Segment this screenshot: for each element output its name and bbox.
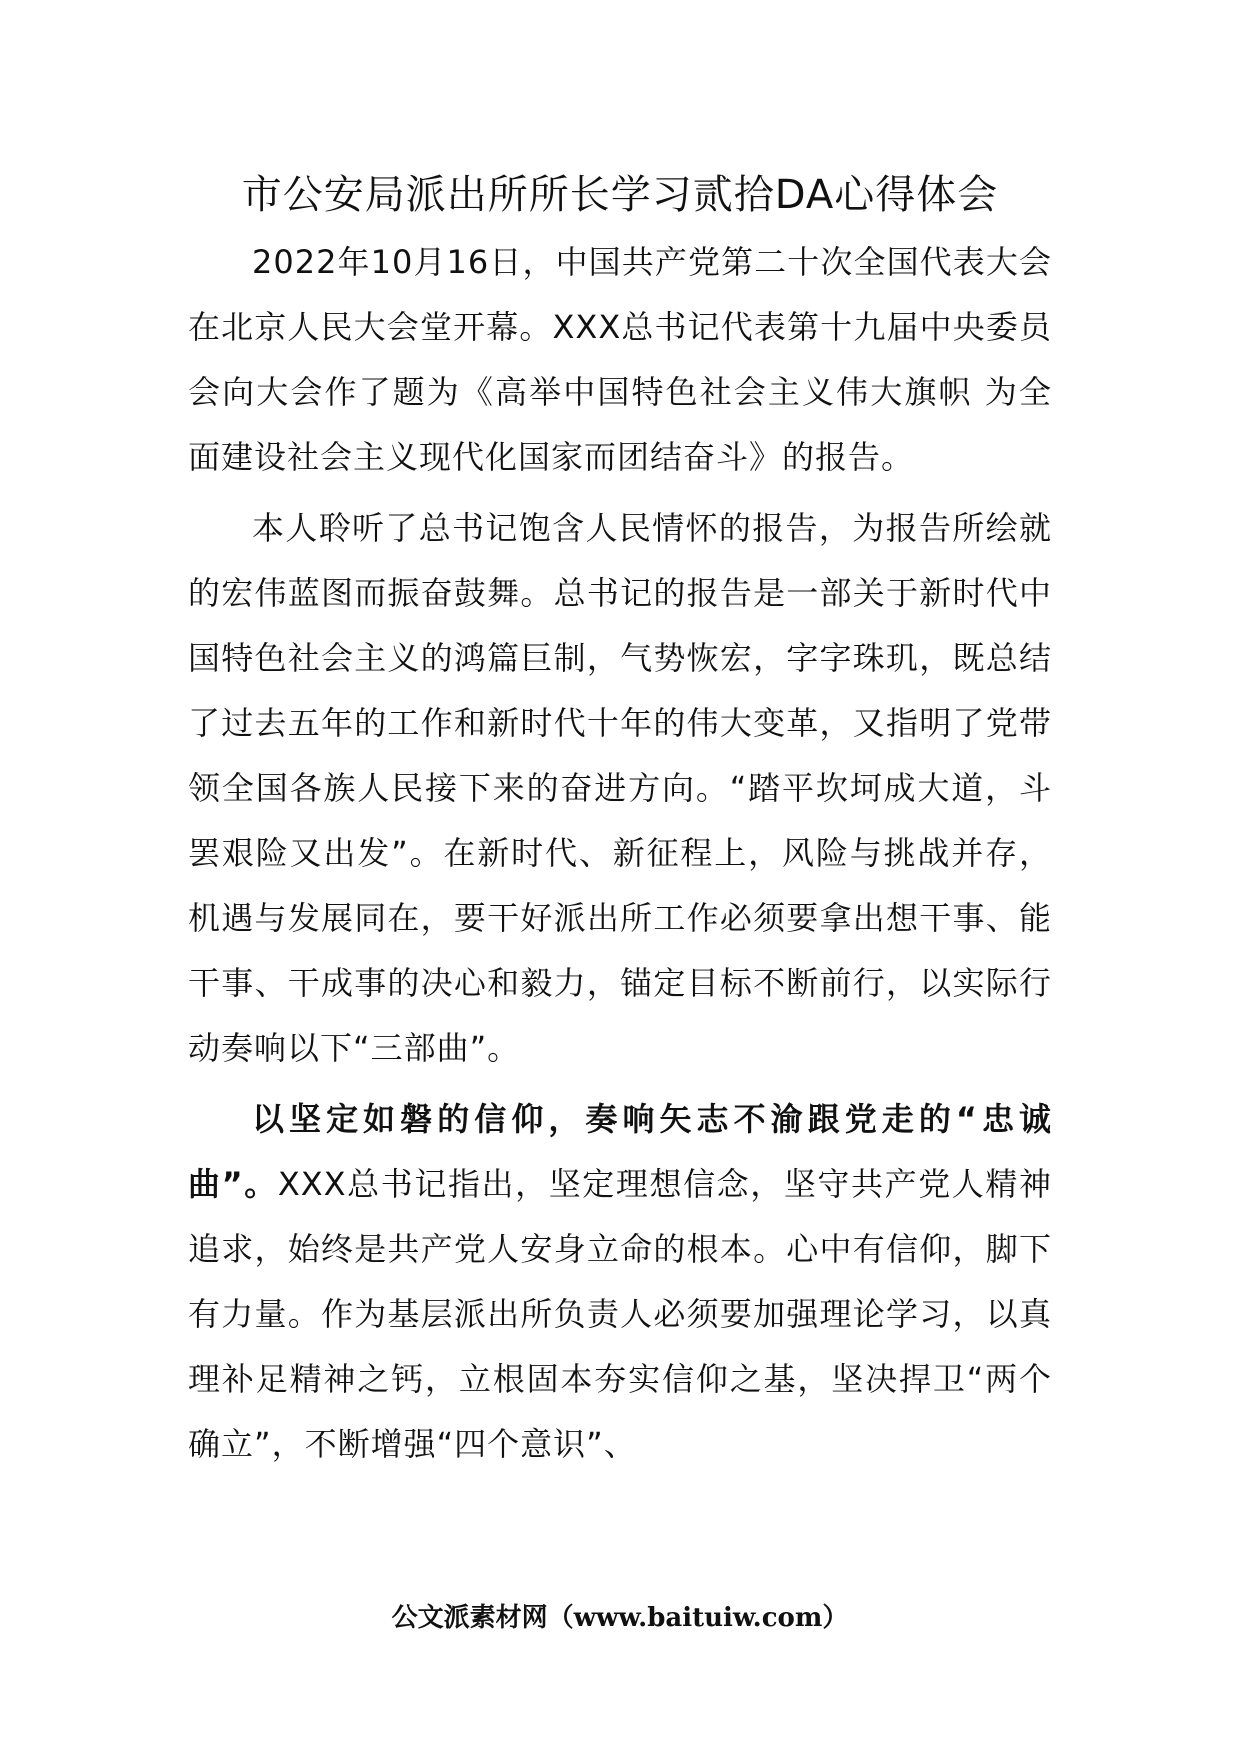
page-footer-watermark: 公文派素材网（www.baituiw.com） — [391, 1603, 849, 1633]
paragraph-3-text: XXX总书记指出，坚定理想信念，坚守共产党人精神追求，始终是共产党人安身立命的根本。心中有信仰，脚下有力量。作为基层派出所负责人必须要加强理论学习，以真理补足精神之钙，立根固本夯实信仰之基，坚决捍卫“两个确立”，不断增强“四个意识”、 — [188, 1165, 1052, 1463]
document-body — [188, 230, 1052, 1483]
document-title: 市公安局派出所所长学习贰拾DA心得体会 — [241, 172, 999, 218]
paragraph-1-text: 2022年10月16日，中国共产党第二十次全国代表大会在北京人民大会堂开幕。XXX总书记代表第十九届中央委员会向大会作了题为《高举中国特色社会主义伟大旗帜 为全面建设社会主义现代化国家而团结奋斗》的报告。 — [188, 243, 1052, 476]
paragraph-2-text: 本人聆听了总书记饱含人民情怀的报告，为报告所绘就的宏伟蓝图而振奋鼓舞。总书记的报告是一部关于新时代中国特色社会主义的鸿篇巨制，气势恢宏，字字珠玑，既总结了过去五年的工作和新时代十年的伟大变革，又指明了党带领全国各族人民接下来的奋进方向。“踏平坎坷成大道，斗罢艰险又出发”。在新时代、新征程上，风险与挑战并存，机遇与发展同在，要干好派出所工作必须要拿出想干事、能干事、干成事的决心和毅力，锚定目标不断前行，以实际行动奏响以下“三部曲”。 — [188, 509, 1052, 1067]
paragraph-1 — [188, 230, 1052, 490]
paragraph-2 — [188, 496, 1052, 1081]
paragraph-3 — [188, 1087, 1052, 1477]
paragraph-3-lead: 以坚定如磐的信仰，奏响矢志不渝跟党走的“忠诚曲”。 — [188, 1100, 1052, 1203]
